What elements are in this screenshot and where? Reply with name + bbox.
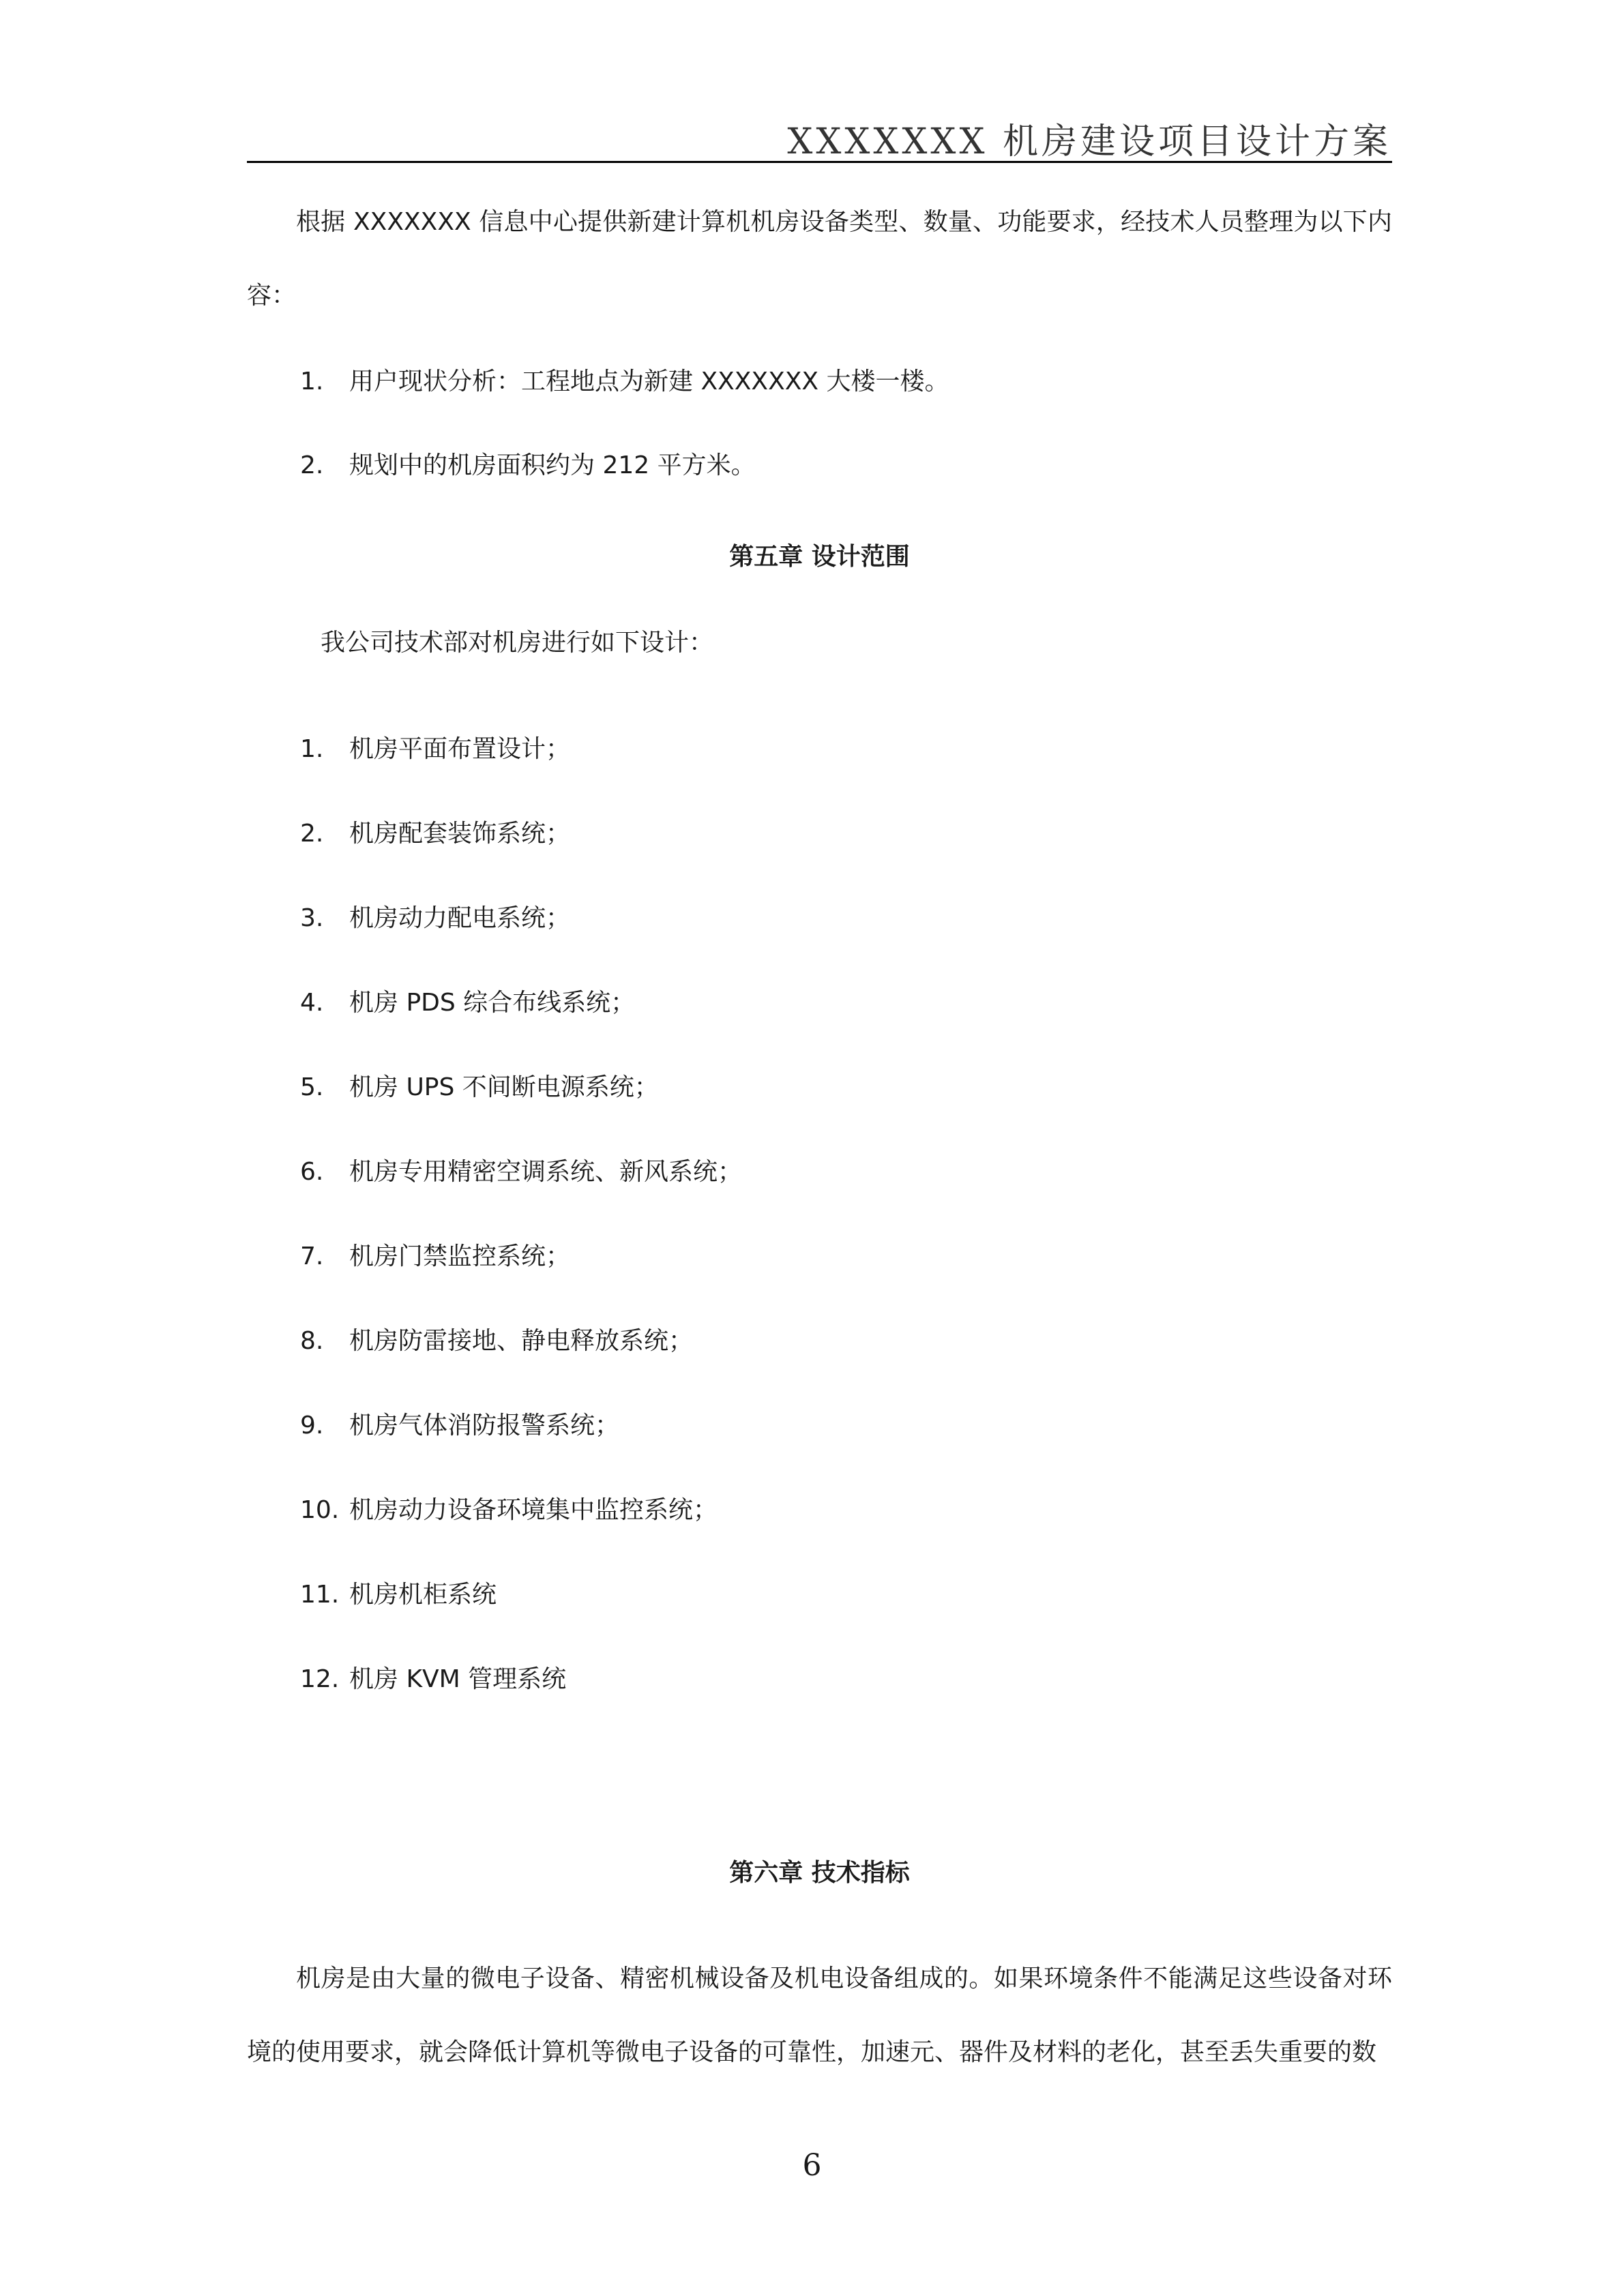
list-item-number: 1. <box>300 368 324 396</box>
list-item-text: 机房配套装饰系统； <box>349 820 571 848</box>
list-item <box>300 1663 566 1697</box>
list-item-number: 8. <box>300 1327 324 1355</box>
list-item-number: 7. <box>300 1242 324 1270</box>
list-item-number: 4. <box>300 989 324 1017</box>
list-item <box>300 817 570 851</box>
chapter-6-heading: 第六章 技术指标 <box>729 1859 910 1887</box>
header-rule <box>247 161 1392 163</box>
list-item <box>300 1493 718 1527</box>
list-item-number: 11. <box>300 1581 340 1609</box>
chapter-5-heading: 第五章 设计范围 <box>729 543 910 571</box>
list-item-text: 机房防雷接地、静电释放系统； <box>349 1327 694 1355</box>
list-item-number: 12. <box>300 1665 340 1693</box>
list-item <box>300 1071 659 1105</box>
page-header-title: XXXXXXX 机房建设项目设计方案 <box>787 121 1391 162</box>
list-item-text: 用户现状分析：工程地点为新建 XXXXXXX 大楼一楼。 <box>349 368 949 396</box>
list-item-text: 机房动力设备环境集中监控系统； <box>349 1496 718 1524</box>
list-item <box>300 449 756 483</box>
chapter-6-paragraph: 机房是由大量的微电子设备、精密机械设备及机电设备组成的。如果环境条件不能满足这些设备对环境的使用要求，就会降低计算机等微电子设备的可靠性，加速元、器件及材料的老化，甚至丢失重要的数 <box>247 1965 1392 2066</box>
list-item <box>300 1409 619 1443</box>
list-item <box>300 986 635 1020</box>
list-item-text: 规划中的机房面积约为 212 平方米。 <box>349 451 756 479</box>
list-item <box>300 1240 570 1274</box>
list-item-text: 机房气体消防报警系统； <box>349 1412 620 1440</box>
list-item-number: 6. <box>300 1158 324 1186</box>
list-item <box>300 1324 693 1358</box>
page-number: 6 <box>802 2148 822 2183</box>
list-item-text: 机房门禁监控系统； <box>349 1242 571 1270</box>
intro-paragraph: 根据 XXXXXXX 信息中心提供新建计算机机房设备类型、数量、功能要求，经技术人员整理为以下内容： <box>247 208 1392 310</box>
list-item-number: 10. <box>300 1496 340 1524</box>
list-item-number: 3. <box>300 904 324 932</box>
list-item <box>300 365 949 399</box>
list-item-text: 机房平面布置设计； <box>349 735 571 763</box>
list-item-number: 2. <box>300 820 324 848</box>
list-item-text: 机房机柜系统 <box>349 1581 497 1609</box>
list-item-text: 机房专用精密空调系统、新风系统； <box>349 1158 743 1186</box>
list-item-number: 2. <box>300 451 324 479</box>
list-item <box>300 1578 497 1612</box>
list-item <box>300 901 570 936</box>
list-item-text: 机房 UPS 不间断电源系统； <box>349 1073 659 1101</box>
list-item-number: 1. <box>300 735 324 763</box>
list-item <box>300 732 570 766</box>
list-item-number: 9. <box>300 1412 324 1440</box>
list-item-text: 机房 KVM 管理系统 <box>349 1665 567 1693</box>
list-item <box>300 1155 742 1189</box>
chapter-5-intro: 我公司技术部对机房进行如下设计： <box>321 629 714 657</box>
list-item-text: 机房动力配电系统； <box>349 904 571 932</box>
list-item-text: 机房 PDS 综合布线系统； <box>349 989 636 1017</box>
list-item-number: 5. <box>300 1073 324 1101</box>
